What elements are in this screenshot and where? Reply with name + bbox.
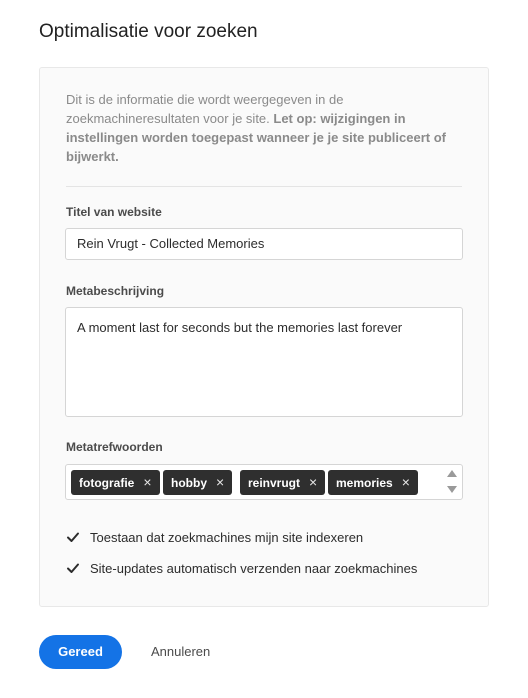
close-icon[interactable]: ×: [401, 474, 410, 490]
dialog-title: Optimalisatie voor zoeken: [39, 21, 258, 42]
close-icon[interactable]: ×: [216, 474, 225, 490]
site-title-label: Titel van website: [66, 205, 162, 219]
intro-text-notice: Let op: wijzigingen in instellingen worden toegepast wanneer je je site publiceert of bijwerkt.: [66, 111, 446, 164]
keyword-tag-label: memories: [336, 476, 393, 490]
keyword-tag: [163, 470, 232, 495]
checkmark-icon[interactable]: [66, 530, 80, 544]
seo-settings-panel: [39, 67, 489, 607]
chevron-down-icon[interactable]: [447, 486, 457, 493]
intro-text: [66, 90, 466, 166]
meta-description-textarea[interactable]: A moment last for seconds but the memories last forever: [65, 307, 463, 417]
meta-keywords-input[interactable]: [65, 464, 463, 500]
meta-description-label: Metabeschrijving: [66, 284, 165, 298]
keywords-scroll[interactable]: [446, 468, 458, 496]
keyword-tag: [71, 470, 160, 495]
meta-keywords-label: Metatrefwoorden: [66, 440, 163, 454]
keyword-tag: [328, 470, 418, 495]
auto-submit-label: Site-updates automatisch verzenden naar zoekmachines: [90, 561, 418, 576]
site-title-input[interactable]: Rein Vrugt - Collected Memories: [65, 228, 463, 260]
allow-indexing-label: Toestaan dat zoekmachines mijn site indexeren: [90, 530, 364, 545]
done-button[interactable]: Gereed: [39, 635, 122, 669]
keyword-tag-label: fotografie: [79, 476, 135, 490]
checkmark-icon[interactable]: [66, 561, 80, 575]
keyword-tag-label: reinvrugt: [248, 476, 301, 490]
intro-text-plain: Dit is de informatie die wordt weergegeven in de zoekmachineresultaten voor je site.: [66, 92, 344, 126]
close-icon[interactable]: ×: [309, 474, 318, 490]
divider: [66, 186, 462, 187]
keyword-tag: [240, 470, 325, 495]
cancel-button[interactable]: Annuleren: [151, 644, 211, 659]
keyword-tag-label: hobby: [171, 476, 207, 490]
chevron-up-icon[interactable]: [447, 470, 457, 477]
close-icon[interactable]: ×: [143, 474, 152, 490]
